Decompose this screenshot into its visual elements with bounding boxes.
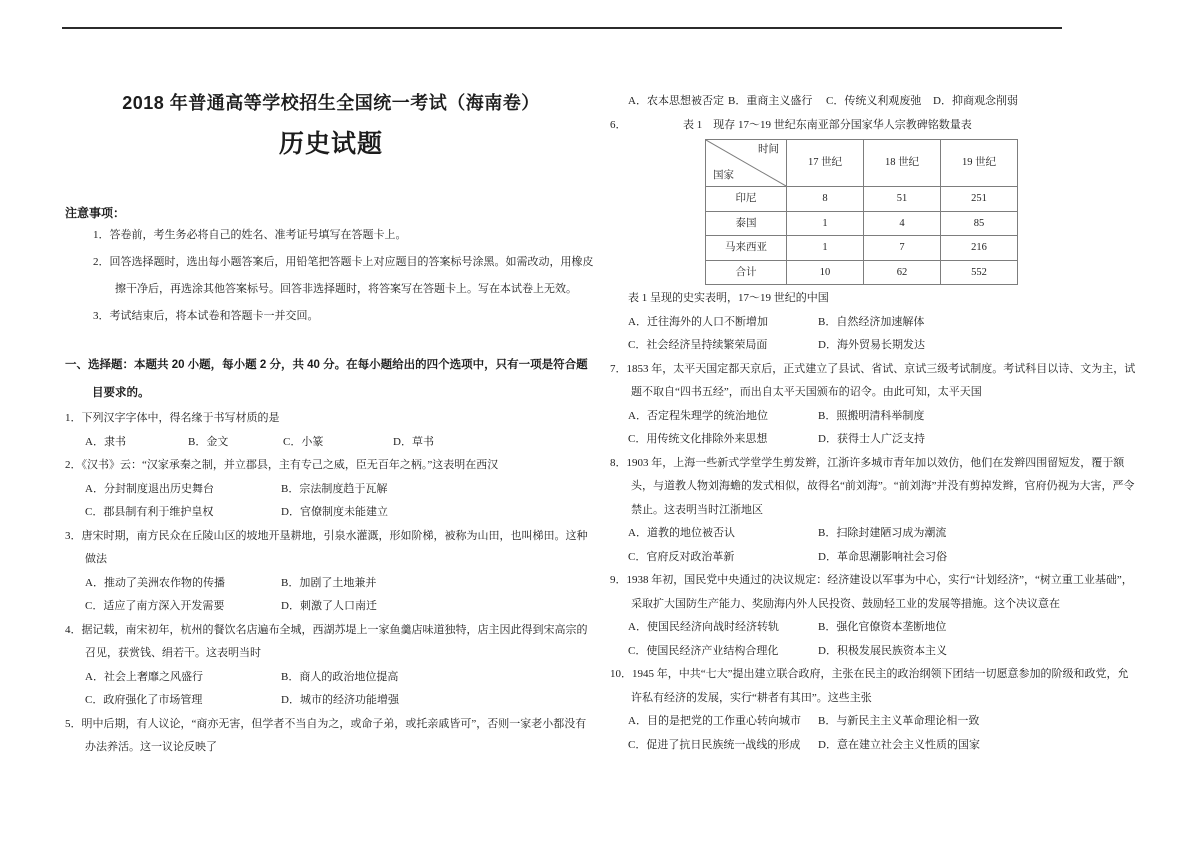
question-6-options-row-1 — [628, 311, 1137, 335]
question-10-options-row-2 — [628, 734, 1137, 758]
question-2-options-row-1 — [85, 478, 597, 502]
question-3-text: 唐宋时期，南方民众在丘陵山区的坡地开垦耕地，引泉水灌溉，形如阶梯，被称为山田，也叫梯田。这种做法 — [81, 529, 588, 565]
table-1-corner-top-label: 时间 — [758, 144, 779, 155]
question-6-number: 6． — [610, 118, 627, 131]
question-7 — [610, 358, 1137, 452]
question-3 — [65, 525, 597, 619]
question-1-text: 下列汉字字体中，得名缘于书写材质的是 — [81, 412, 280, 424]
question-1 — [65, 407, 597, 454]
cell-value: 1 — [787, 236, 864, 261]
table-row-thailand — [706, 211, 1018, 236]
question-3-option-a: A．推动了美洲农作物的传播 — [85, 576, 225, 589]
question-8-text: 1903 年，上海一些新式学堂学生剪发辫，江浙许多城市青年加以效仿，他们在发辫四围留短发，覆于额头，与道教人物刘海蟾的发式相似，故得名“前刘海”。“前刘海”并没有剪掉发辫，官府仍视为大害，严令禁止。这表明当时江浙地区 — [626, 456, 1135, 516]
question-7-option-d: D．获得士人广泛支持 — [818, 433, 925, 445]
row-label: 马来西亚 — [706, 236, 787, 261]
question-5-option-a: A．农本思想被否定 — [628, 95, 724, 107]
question-6-option-b: B．自然经济加速解体 — [818, 315, 925, 328]
cell-value: 7 — [864, 236, 941, 261]
question-9-option-d: D．积极发展民族资本主义 — [818, 644, 947, 657]
question-5-option-b: B．重商主义盛行 — [728, 95, 813, 107]
notice-item-2 — [93, 249, 597, 303]
cell-value: 251 — [941, 187, 1018, 212]
question-8-option-a: A．道教的地位被否认 — [628, 527, 735, 539]
question-6-option-a: A．迁往海外的人口不断增加 — [628, 315, 768, 328]
question-7-option-a: A．否定程朱理学的统治地位 — [628, 409, 768, 422]
question-9-option-a: A．使国民经济向战时经济转轨 — [628, 621, 779, 633]
question-6-stem: 表 1 呈现的史实表明，17～19 世纪的中国 — [628, 292, 829, 304]
question-10-stem — [610, 663, 1137, 710]
question-9-number: 9． — [610, 574, 627, 586]
question-3-options-row-1 — [85, 572, 597, 596]
notice-item-1-text: 答卷前，考生务必将自己的姓名、准考证号填写在答题卡上。 — [109, 229, 407, 241]
question-4-options-row-1 — [85, 666, 597, 690]
notice-item-3 — [93, 303, 597, 330]
question-3-option-d: D．刺激了人口南迁 — [281, 600, 377, 612]
question-4-text: 据记载，南宋初年，杭州的餐饮名店遍布全城，西湖苏堤上一家鱼羹店味道独特，店主因此得到宋高宗的召见，获赏钱、绢若干。这表明当时 — [81, 623, 588, 659]
cell-value: 1 — [787, 211, 864, 236]
question-6-options-row-2 — [628, 334, 1137, 358]
cell-value: 51 — [864, 187, 941, 212]
question-3-number: 3． — [65, 529, 82, 542]
question-10-option-b: B．与新民主主义革命理论相一致 — [818, 715, 980, 727]
row-label: 合计 — [706, 260, 787, 285]
question-1-option-b: B．金文 — [188, 435, 229, 448]
question-5-option-d: D．抑商观念削弱 — [933, 95, 1018, 107]
table-1-header-row — [706, 140, 1018, 187]
question-6-option-c: C．社会经济呈持续繁荣局面 — [628, 339, 768, 351]
table-row-indonesia — [706, 187, 1018, 212]
question-2-option-a: A．分封制度退出历史舞台 — [85, 482, 214, 495]
question-2-option-d: D．官僚制度未能建立 — [281, 506, 388, 518]
cell-value: 216 — [941, 236, 1018, 261]
question-5-option-c: C．传统义利观废弛 — [826, 95, 922, 107]
question-1-option-c: C．小篆 — [283, 435, 324, 448]
question-10-number: 10． — [610, 668, 632, 680]
question-9-options-row-1 — [628, 616, 1137, 640]
question-1-option-d: D．草书 — [393, 435, 434, 448]
question-10-options-row-1 — [628, 710, 1137, 734]
question-5-stem — [65, 713, 597, 760]
row-label: 印尼 — [706, 187, 787, 212]
question-3-stem — [65, 525, 597, 572]
question-10-option-c: C．促进了抗日民族统一战线的形成 — [628, 738, 801, 751]
question-4 — [65, 619, 597, 713]
left-column — [65, 85, 597, 760]
question-8-option-c: C．官府反对政治革新 — [628, 550, 735, 563]
question-7-number: 7． — [610, 362, 627, 375]
question-5-text: 明中后期，有人议论，“商亦无害，但学者不当自为之，或命子弟，或托亲戚皆可”，否则一家老小都没有办法养活。这一议论反映了 — [81, 717, 587, 753]
table-1-corner-cell — [706, 140, 787, 187]
question-5-number: 5． — [65, 717, 82, 730]
question-7-option-b: B．照搬明清科举制度 — [818, 409, 925, 422]
table-1-caption: 表 1 现存 17～19 世纪东南亚部分国家华人宗教碑铭数量表 — [683, 118, 972, 131]
cell-value: 10 — [787, 260, 864, 285]
question-2-text: 《汉书》云：“汉家承秦之制，并立郡县，主有专己之威，臣无百年之柄。”这表明在西汉 — [81, 459, 499, 471]
right-column — [610, 85, 1137, 757]
table-row-malaysia — [706, 236, 1018, 261]
question-8-stem — [610, 452, 1137, 523]
question-9-option-c: C．使国民经济产业结构合理化 — [628, 644, 779, 657]
notice-item-3-number: 3． — [93, 310, 110, 322]
question-7-options-row-1 — [628, 405, 1137, 429]
question-2-options-row-2 — [85, 501, 597, 525]
table-1-col-18th-century: 18 世纪 — [864, 140, 941, 187]
cell-value: 62 — [864, 260, 941, 285]
question-3-options-row-2 — [85, 595, 597, 619]
cell-value: 4 — [864, 211, 941, 236]
table-1-corner-bottom-label: 国家 — [713, 170, 734, 181]
question-4-number: 4． — [65, 623, 82, 636]
question-8-option-b: B．扫除封建陋习成为潮流 — [818, 527, 947, 539]
notice-item-3-text: 考试结束后，将本试卷和答题卡一并交回。 — [109, 310, 319, 322]
question-8-options-row-2 — [628, 546, 1137, 570]
question-4-option-c: C．政府强化了市场管理 — [85, 694, 203, 706]
question-7-text: 1853 年，太平天国定都天京后，正式建立了县试、省试、京试三级考试制度。考试科目以诗、文为主，试题不取自“四书五经”，而出自太平天国颁布的诏令。由此可知，太平天国 — [626, 362, 1136, 398]
question-9-options-row-2 — [628, 640, 1137, 664]
table-1-col-17th-century: 17 世纪 — [787, 140, 864, 187]
cell-value: 552 — [941, 260, 1018, 285]
question-10-text: 1945 年，中共“七大”提出建立联合政府，主张在民主的政治纲领下团结一切愿意参加的阶级和政党，允许私有经济的发展，实行“耕者有其田”。这些主张 — [631, 668, 1129, 704]
page-title: 2018 年普通高等学校招生全国统一考试（海南卷） — [122, 93, 540, 113]
question-8-number: 8． — [610, 456, 627, 469]
question-4-option-b: B．商人的政治地位提高 — [281, 670, 399, 683]
question-1-stem — [65, 407, 597, 431]
notice-heading: 注意事项： — [65, 206, 126, 220]
question-10-option-a: A．目的是把党的工作重心转向城市 — [628, 715, 801, 727]
question-2-number: 2． — [65, 459, 82, 471]
question-10 — [610, 663, 1137, 757]
question-7-option-c: C．用传统文化排除外来思想 — [628, 433, 768, 445]
question-9-stem — [610, 569, 1137, 616]
question-6 — [610, 114, 1137, 358]
question-1-options — [85, 431, 597, 455]
question-1-option-a: A．隶书 — [85, 435, 126, 448]
question-5 — [65, 713, 597, 760]
row-label: 泰国 — [706, 211, 787, 236]
question-4-option-a: A．社会上奢靡之风盛行 — [85, 670, 203, 683]
table-1 — [705, 139, 1018, 285]
top-rule — [62, 27, 1062, 29]
page-subtitle: 历史试题 — [278, 130, 383, 158]
question-6-option-d: D．海外贸易长期发达 — [818, 339, 925, 351]
question-1-number: 1． — [65, 412, 82, 424]
notice-item-1 — [93, 222, 597, 249]
question-4-stem — [65, 619, 597, 666]
table-row-total — [706, 260, 1018, 285]
question-8 — [610, 452, 1137, 570]
question-5-options — [628, 90, 1137, 114]
question-4-option-d: D．城市的经济功能增强 — [281, 694, 399, 706]
cell-value: 8 — [787, 187, 864, 212]
question-4-options-row-2 — [85, 689, 597, 713]
question-9-text: 1938 年初，国民党中央通过的决议规定：经济建设以军事为中心，实行“计划经济”，“树立重工业基础”，采取扩大国防生产能力、奖励海内外人民投资、鼓励轻工业的发展等措施。这个决议意在 — [626, 574, 1133, 610]
question-8-option-d: D．革命思潮影响社会习俗 — [818, 550, 947, 563]
question-2 — [65, 454, 597, 525]
question-3-option-c: C．适应了南方深入开发需要 — [85, 600, 225, 612]
question-3-option-b: B．加剧了土地兼并 — [281, 576, 377, 589]
question-2-option-b: B．宗法制度趋于瓦解 — [281, 482, 388, 495]
question-7-options-row-2 — [628, 428, 1137, 452]
question-2-stem — [65, 454, 597, 478]
question-7-stem — [610, 358, 1137, 405]
question-6-caption-line — [610, 114, 1137, 138]
question-2-option-c: C．郡县制有利于维护皇权 — [85, 506, 214, 518]
question-8-options-row-1 — [628, 522, 1137, 546]
section-1-heading: 一、选择题：本题共 20 小题，每小题 2 分，共 40 分。在每小题给出的四个选项中，只有一项是符合题目要求的。 — [65, 359, 588, 399]
question-9 — [610, 569, 1137, 663]
question-10-option-d: D．意在建立社会主义性质的国家 — [818, 738, 980, 751]
cell-value: 85 — [941, 211, 1018, 236]
table-1-col-19th-century: 19 世纪 — [941, 140, 1018, 187]
notice-item-1-number: 1． — [93, 229, 110, 241]
notice-item-2-text: 回答选择题时，选出每小题答案后，用铅笔把答题卡上对应题目的答案标号涂黑。如需改动，用橡皮擦干净后，再选涂其他答案标号。回答非选择题时，将答案写在答题卡上。写在本试卷上无效。 — [109, 256, 594, 295]
question-9-option-b: B．强化官僚资本垄断地位 — [818, 621, 947, 633]
notice-item-2-number: 2． — [93, 256, 110, 268]
